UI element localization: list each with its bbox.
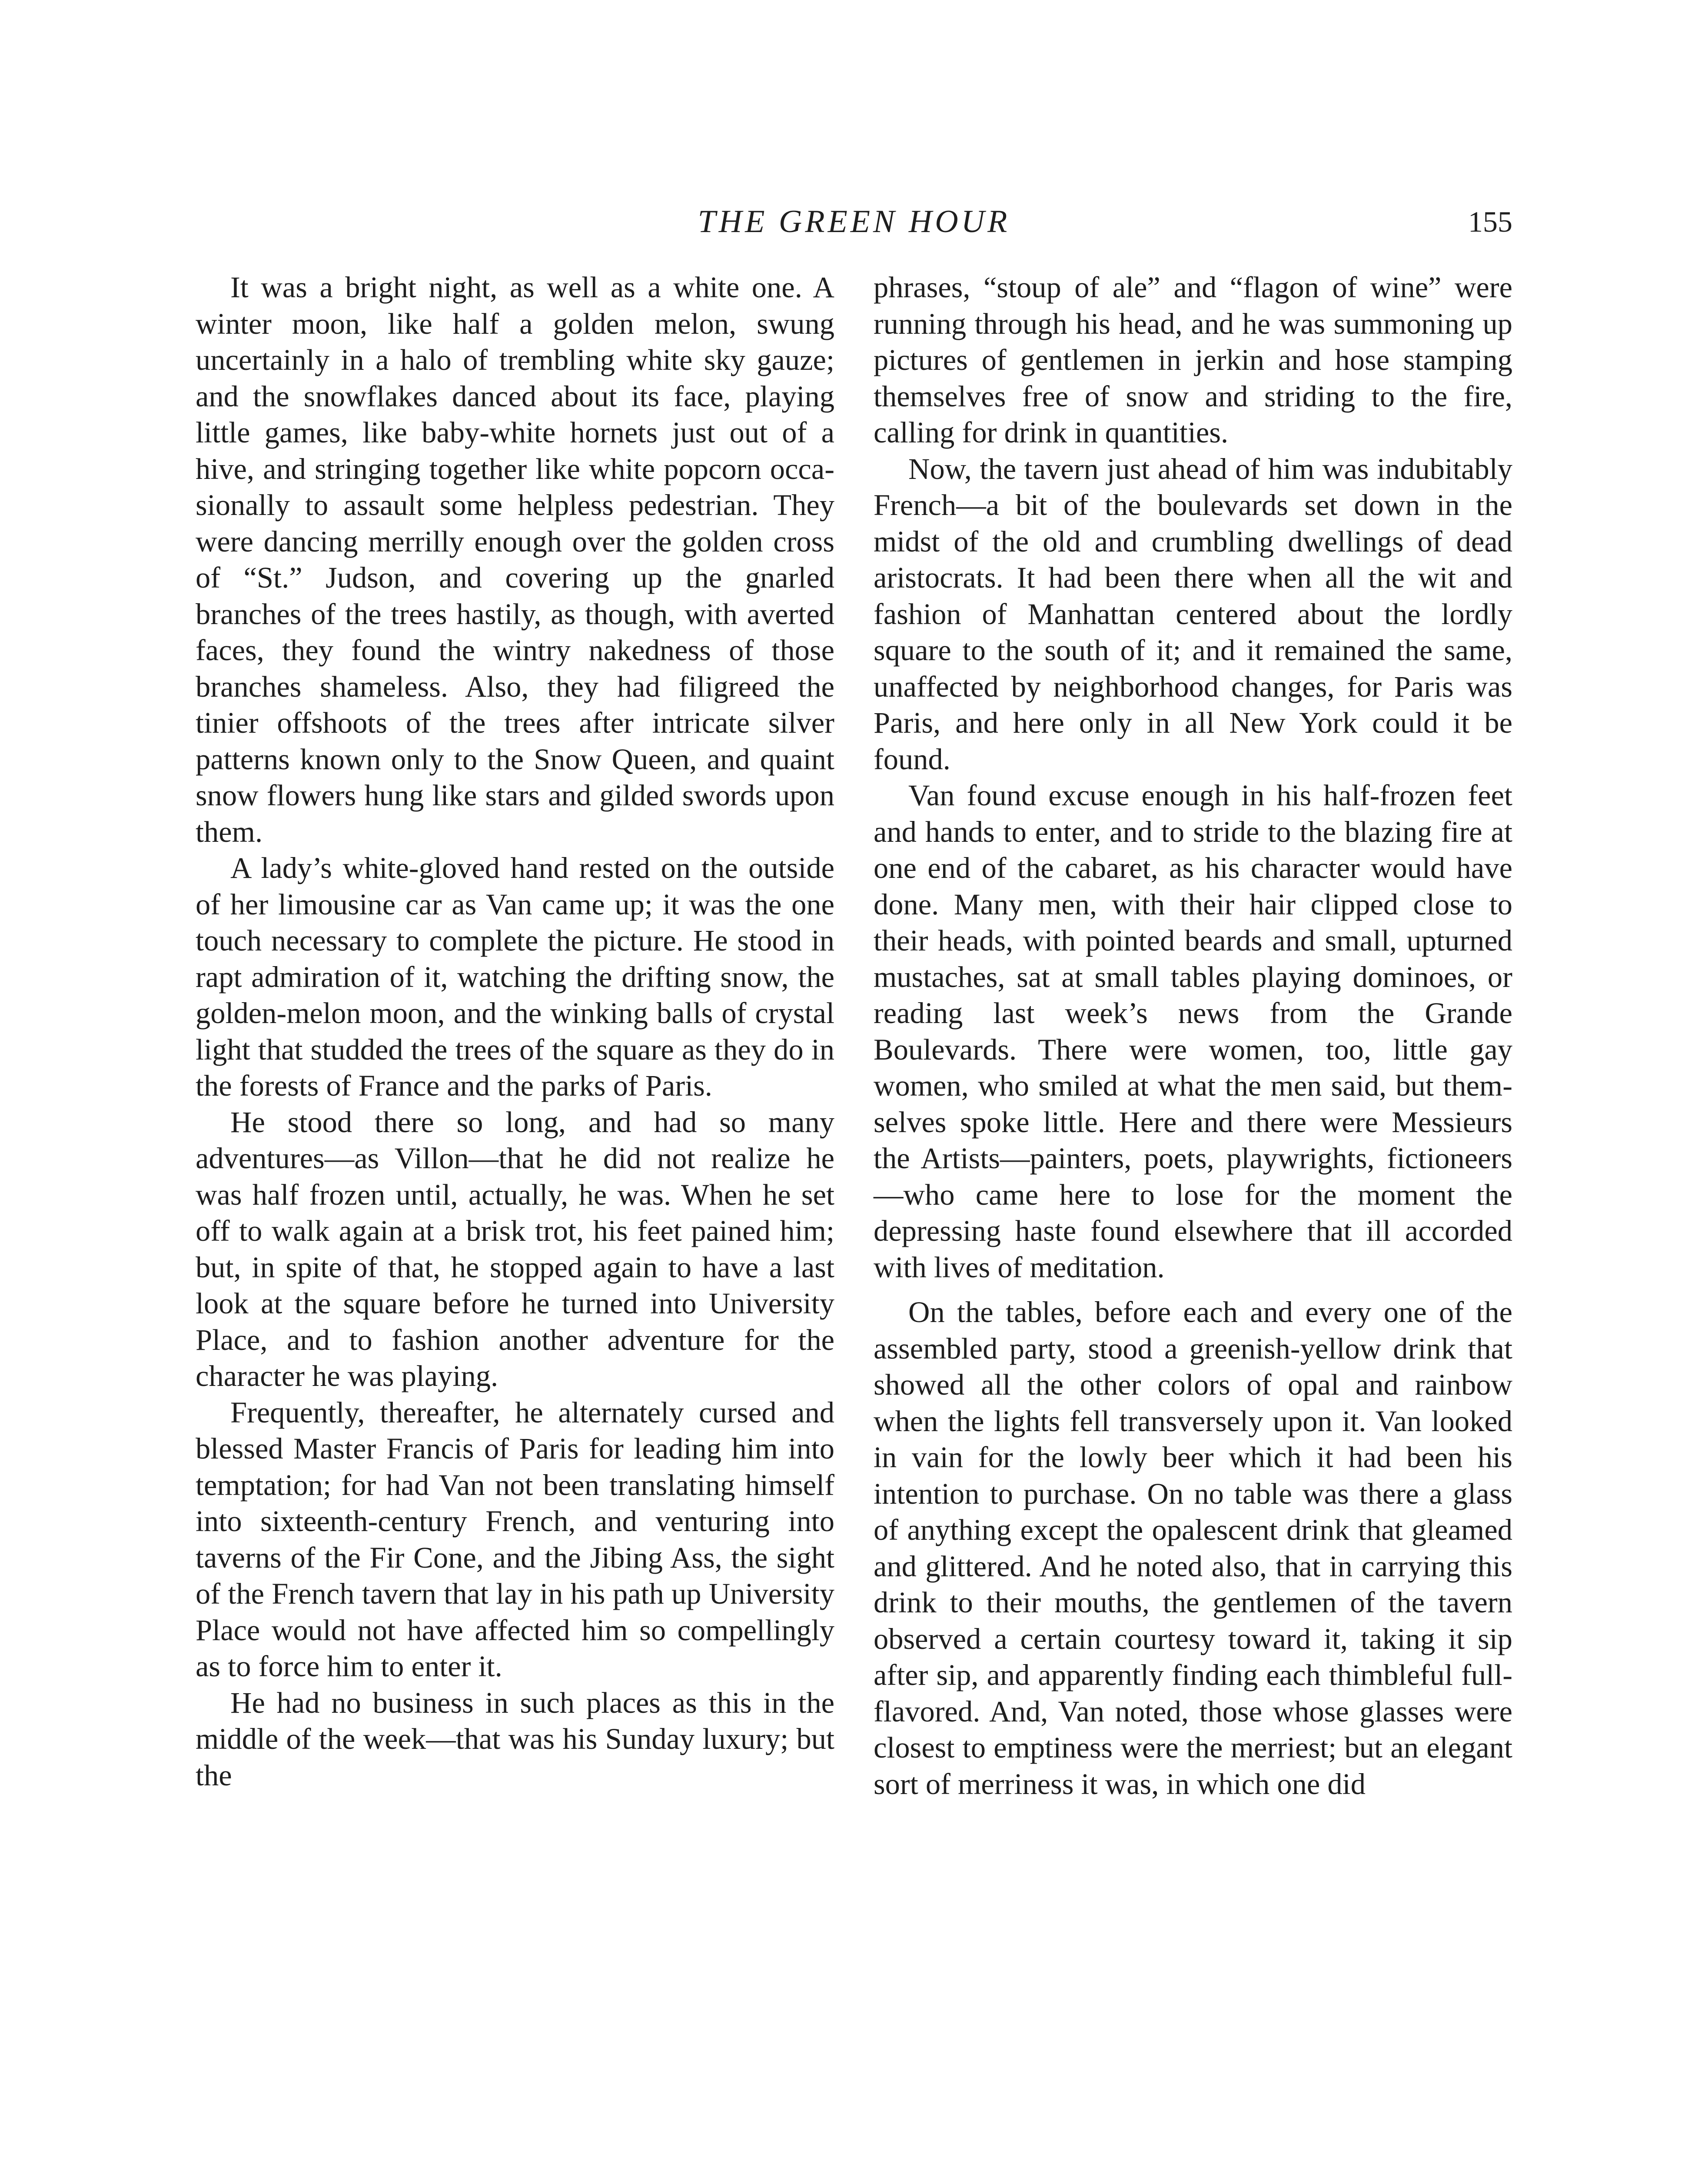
right-column xyxy=(874,269,1512,1802)
page-header xyxy=(196,198,1512,246)
paragraph: He had no business in such places as this in the middle of the week—that was his Sunday luxury; but the xyxy=(196,1686,834,1792)
paragraph: He stood there so long, and had so many adventures—as Villon—that he did not realize he was half frozen until, actually, he was. When he set off to walk again at a brisk trot, his feet pained him; but, in spite of that, he stopped again to have a last look at the square before he turned into University Place, and to fashion another adventure for the character he was playing. xyxy=(196,1105,834,1392)
paragraph: Frequently, thereafter, he alternately cursed and blessed Master Francis of Paris for leading him into temptation; for had Van not been translating himself into sixteenth-century French, and venturing into taverns of the Fir Cone, and the Jibing Ass, the sight of the French tavern that lay in his path up University Place would not have affected him so compellingly as to force him to enter it. xyxy=(196,1396,834,1683)
paragraph: Now, the tavern just ahead of him was indubitably French—a bit of the boulevards set down in the midst of the old and crumbling dwellings of dead aristocrats. It had been there when all the wit and fashion of Manhattan centered about the lordly square to the south of it; and it remained the same, unaffected by neighborhood changes, for Paris was Paris, and here only in all New York could it be found. xyxy=(874,452,1512,776)
paragraph: A lady’s white-gloved hand rested on the outside of her limousine car as Van came up; it was the one touch necessary to complete the picture. He stood in rapt admiration of it, watching the drifting snow, the golden-melon moon, and the winking balls of crystal light that studded the trees of the square as they do in the forests of France and the parks of Paris. xyxy=(196,851,834,1102)
paragraph: Van found excuse enough in his half-frozen feet and hands to enter, and to stride to the blazing fire at one end of the cabaret, as his character would have done. Many men, with their hair clipped close to their heads, with pointed beards and small, upturned mustaches, sat at small tables playing dominoes, or reading last week’s news from the Grande Boulevards. There were women, too, little gay women, who smiled at what the men said, but themselves spoke little. Here and there were Messieurs the Artists—painters, poets, playwrights, fictioneers—who came here to lose for the moment the depressing haste found elsewhere that ill accorded with lives of meditation. xyxy=(874,779,1512,1284)
left-column xyxy=(196,269,834,1794)
paragraph: It was a bright night, as well as a white one. A winter moon, like half a golden melon, swung uncertainly in a halo of trembling white sky gauze; and the snowflakes danced about its face, playing little games, like baby-white hornets just out of a hive, and stringing together like white popcorn occasionally to assault some helpless pedestrian. They were dancing merrilly enough over the golden cross of “St.” Judson, and covering up the gnarled branches of the trees hastily, as though, with averted faces, they found the wintry nakedness of those branches shameless. Also, they had filigreed the tinier offshoots of the trees after intricate silver patterns known only to the Snow Queen, and quaint snow flowers hung like stars and gilded swords upon them. xyxy=(196,271,834,848)
page-number: 155 xyxy=(1468,205,1512,238)
paragraph: On the tables, before each and every one of the assembled party, stood a greenish-yellow drink that showed all the other colors of opal and rainbow when the lights fell transversely upon it. Van looked in vain for the lowly beer which it had been his intention to purchase. On no table was there a glass of anything except the opalescent drink that gleamed and glittered. And he noted also, that in carrying this drink to their mouths, the gentlemen of the tavern observed a certain courtesy toward it, taking it sip after sip, and apparently finding each thimbleful full-flavored. And, Van noted, those whose glasses were closest to emptiness were the merriest; but an elegant sort of merriness it was, in which one did xyxy=(874,1296,1512,1801)
running-head: THE GREEN HOUR xyxy=(698,204,1010,239)
continuation-paragraph: phrases, “stoup of ale” and “flagon of wine” were running through his head, and he was summoning up pictures of gentlemen in jerkin and hose stamping themselves free of snow and striding to the fire, calling for drink in quantities. xyxy=(874,271,1512,449)
